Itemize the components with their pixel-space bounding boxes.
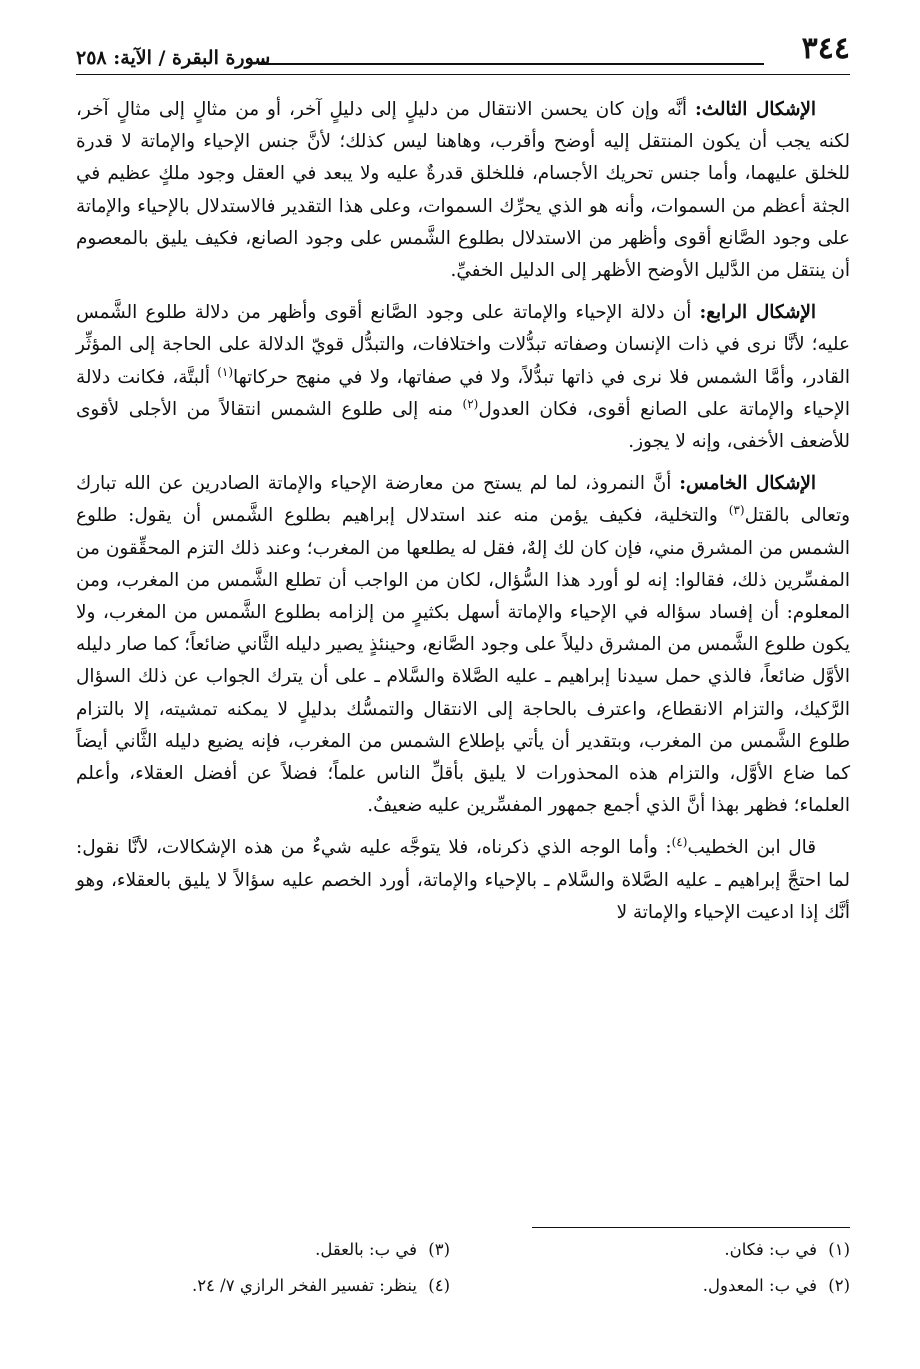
footnote-number: (١) bbox=[828, 1240, 850, 1259]
paragraph-third-objection bbox=[76, 94, 850, 287]
footnote-text: في ب: فكان. bbox=[724, 1240, 817, 1259]
footnote-ref-4[interactable]: (٤) bbox=[671, 835, 688, 850]
footnote-3 bbox=[90, 1238, 450, 1274]
footnote-ref-1[interactable]: (١) bbox=[217, 364, 234, 379]
paragraph-fifth-objection bbox=[76, 468, 850, 822]
paragraph-ibn-khatib bbox=[76, 832, 850, 929]
paragraph-heading: الإشكال الرابع: bbox=[699, 302, 816, 324]
footnote-4 bbox=[90, 1274, 450, 1310]
footnote-text: ينظر: تفسير الفخر الرازي ٧/ ٢٤. bbox=[191, 1276, 417, 1295]
paragraph-text: قال ابن الخطيب bbox=[687, 837, 816, 859]
paragraph-fourth-objection bbox=[76, 297, 850, 458]
footnote-ref-3[interactable]: (٣) bbox=[728, 503, 745, 518]
footnote-text: في ب: المعدول. bbox=[702, 1276, 817, 1295]
page-number: ٣٤٤ bbox=[801, 31, 850, 66]
footnote-divider bbox=[532, 1227, 850, 1228]
footnote-number: (٣) bbox=[428, 1240, 450, 1259]
header-divider bbox=[76, 74, 850, 75]
running-head: سورة البقرة / الآية: ٢٥٨ bbox=[76, 47, 271, 69]
footnote-text: في ب: بالعقل. bbox=[315, 1240, 417, 1259]
footnote-1 bbox=[530, 1238, 850, 1274]
footnote-ref-2[interactable]: (٢) bbox=[462, 396, 479, 411]
paragraph-heading: الإشكال الخامس: bbox=[679, 473, 816, 495]
footnote-column-right bbox=[530, 1238, 850, 1310]
main-text bbox=[76, 94, 850, 939]
footnote-number: (٢) bbox=[828, 1276, 850, 1295]
paragraph-text: والتخلية، فكيف يؤمن منه عند استدلال إبراهيم بطلوع الشَّمس أن يقول: طلوع الشمس من المشرق مني، فإن كان لك إلهٌ، فقل له يطلعها من المغرب؛ وعند ذلك التزم المحقِّقون من المفسِّرين ذلك، فقالوا: إنه لو أورد هذا السُّؤال، لكان من الواجب أن تطلع الشَّمس من المغرب، ومن المعلوم: أن إفساد سؤاله في الإحياء والإماتة أسهل بكثيرٍ من إلزامه بطلوع الشَّمس من المغرب، ولا يكون طلوع الشَّمس من المشرق دليلاً على وجود الصَّانع، وحينئذٍ يصير دليله الثَّاني ضائعاً؛ كما صار دليله الأوَّل ضائعاً، فالذي حمل سيدنا إبراهيم ـ عليه الصَّلاة والسَّلام ـ على أن يترك الجواب عن ذلك السؤال الرَّكيك، والتزام الانقطاع، واعترف بالحاجة إلى الانتقال والتمسُّك بدليلٍ لا يمكنه تمشيته، إلا بالتزام طلوع الشَّمس من المغرب، وبتقدير أن يأتي بإطلاع الشمس من المغرب، فإنه يضيع دليله الثَّاني أيضاً كما ضاع الأوَّل، والتزام هذه المحذورات لا يليق بأقلِّ الناس علماً؛ فضلاً عن أفضل العقلاء، وأعلم العلماء؛ فظهر بهذا أنَّ الذي أجمع جمهور المفسِّرين عليه ضعيفٌ. bbox=[76, 505, 851, 817]
paragraph-text: : وأما الوجه الذي ذكرناه، فلا يتوجَّه عليه شيءٌ من هذه الإشكالات، لأنَّا نقول: لما احتجَّ إبراهيم ـ عليه الصَّلاة والسَّلام ـ بالإحياء والإماتة، أورد الخصم عليه سؤالاً لا يليق بالعقلاء، وهو أنَّك إذا ادعيت الإحياء والإماتة لا bbox=[76, 837, 850, 923]
paragraph-text: أنَّ النمروذ، لما لم يستح من معارضة الإحياء والإماتة الصادرين عن الله تبارك وتعالى بالقتل bbox=[76, 473, 850, 527]
paragraph-text: أنَّه وإن كان يحسن الانتقال من دليلٍ إلى دليلٍ آخر، أو من مثالٍ إلى مثالٍ آخر، لكنه يجب أن يكون المنتقل إليه أوضح وأقرب، وهاهنا ليس كذلك؛ لأنَّ جنس الإحياء والإماتة لا قدرة للخلق عليهما، وأما جنس تحريك الأجسام، فللخلق قدرةٌ عليه ولا يبعد في العقل وجود ملكٍ عظيم في الجثة أعظم من السموات، وأنه هو الذي يحرِّك السموات، وعلى هذا التقدير فالاستدلال بالإحياء والإماتة على وجود الصَّانع أقوى وأظهر من الاستدلال بطلوع الشَّمس على وجود الصانع، فكيف يليق بالمعصوم أن ينتقل من الدَّليل الأوضح الأظهر إلى الدليل الخفيِّ. bbox=[76, 99, 850, 282]
paragraph-heading: الإشكال الثالث: bbox=[695, 99, 816, 120]
paragraph-text: ألبتَّة، فكانت دلالة الإحياء والإماتة على الصانع أقوى، فكان العدول bbox=[76, 366, 850, 420]
paragraph-text: أن دلالة الإحياء والإماتة على وجود الصَّانع أقوى وأظهر من دلالة طلوع الشَّمس عليه؛ لأنَّا نرى في ذات الإنسان وصفاته تبدُّلات واختلافات، والتبدُّل قويّ الدلالة على الحاجة إلى المؤثِّر القادر، وأمَّا الشمس فلا نرى في ذاتها تبدُّلاً، ولا في صفاتها، ولا في منهج حركاتها bbox=[76, 302, 850, 388]
header-rule bbox=[258, 63, 764, 65]
page-header bbox=[76, 30, 850, 74]
paragraph-text: منه إلى طلوع الشمس انتقالاً من الأجلى لأقوى للأضعف الأخفى، وإنه لا يجوز. bbox=[76, 398, 850, 453]
footnote-number: (٤) bbox=[428, 1276, 450, 1295]
footnote-column-left bbox=[90, 1238, 450, 1310]
footnote-2 bbox=[530, 1274, 850, 1310]
